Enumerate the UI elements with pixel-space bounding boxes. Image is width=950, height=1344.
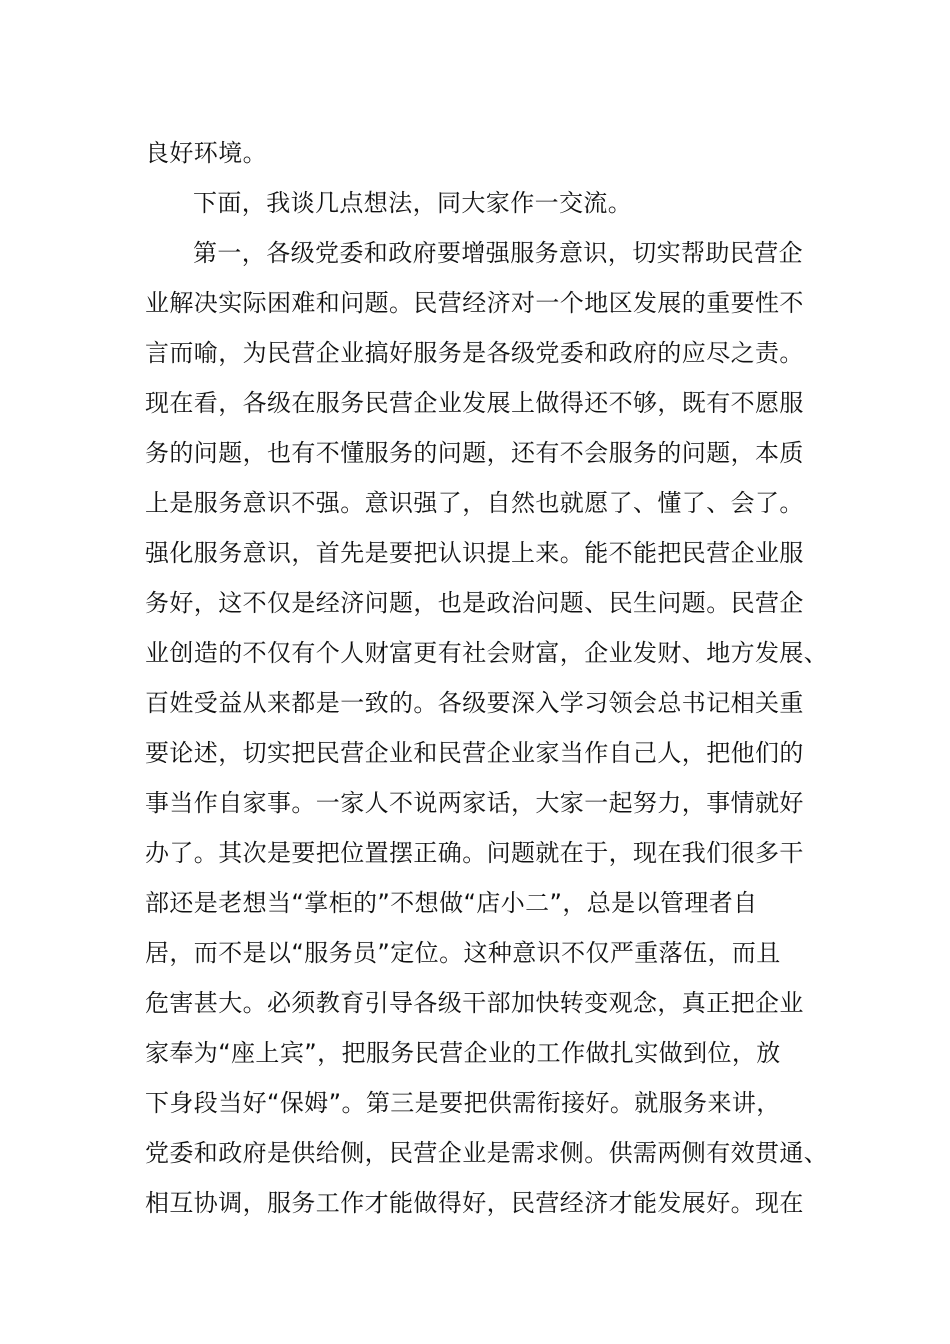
text-line: 家奉为“座上宾”，把服务民营企业的工作做扎实做到位，放	[145, 1039, 781, 1067]
text-line: 现在看，各级在服务民营企业发展上做得还不够，既有不愿服	[145, 389, 804, 417]
text-line: 业创造的不仅有个人财富更有社会财富，企业发财、地方发展、	[145, 639, 829, 667]
body-text	[145, 128, 835, 1228]
text-line: 危害甚大。必须教育引导各级干部加快转变观念，真正把企业	[145, 989, 804, 1017]
text-line: 党委和政府是供给侧，民营企业是需求侧。供需两侧有效贯通、	[145, 1139, 829, 1167]
text-line: 强化服务意识，首先是要把认识提上来。能不能把民营企业服	[145, 539, 804, 567]
text-line: 百姓受益从来都是一致的。各级要深入学习领会总书记相关重	[145, 689, 804, 717]
text-line: 务好，这不仅是经济问题，也是政治问题、民生问题。民营企	[145, 589, 804, 617]
text-line: 办了。其次是要把位置摆正确。问题就在于，现在我们很多干	[145, 839, 804, 867]
text-line: 居，而不是以“服务员”定位。这种意识不仅严重落伍，而且	[145, 939, 781, 967]
text-line: 言而喻，为民营企业搞好服务是各级党委和政府的应尽之责。	[145, 339, 804, 367]
text-line: 上是服务意识不强。意识强了，自然也就愿了、懂了、会了。	[145, 489, 804, 517]
paragraph-first-line: 第一，各级党委和政府要增强服务意识，切实帮助民营企	[193, 239, 803, 267]
text-line: 事当作自家事。一家人不说两家话，大家一起努力，事情就好	[145, 789, 804, 817]
text-line: 下身段当好“保姆”。第三是要把供需衔接好。就服务来讲，	[145, 1089, 781, 1117]
text-line: 要论述，切实把民营企业和民营企业家当作自己人，把他们的	[145, 739, 804, 767]
text-line: 务的问题，也有不懂服务的问题，还有不会服务的问题，本质	[145, 439, 804, 467]
text-line: 相互协调，服务工作才能做得好，民营经济才能发展好。现在	[145, 1189, 804, 1217]
text-line: 良好环境。	[145, 139, 267, 167]
paragraph-first-line: 下面，我谈几点想法，同大家作一交流。	[193, 189, 633, 217]
text-line: 业解决实际困难和问题。民营经济对一个地区发展的重要性不	[145, 289, 804, 317]
text-line: 部还是老想当“掌柜的”不想做“店小二”，总是以管理者自	[145, 889, 758, 917]
